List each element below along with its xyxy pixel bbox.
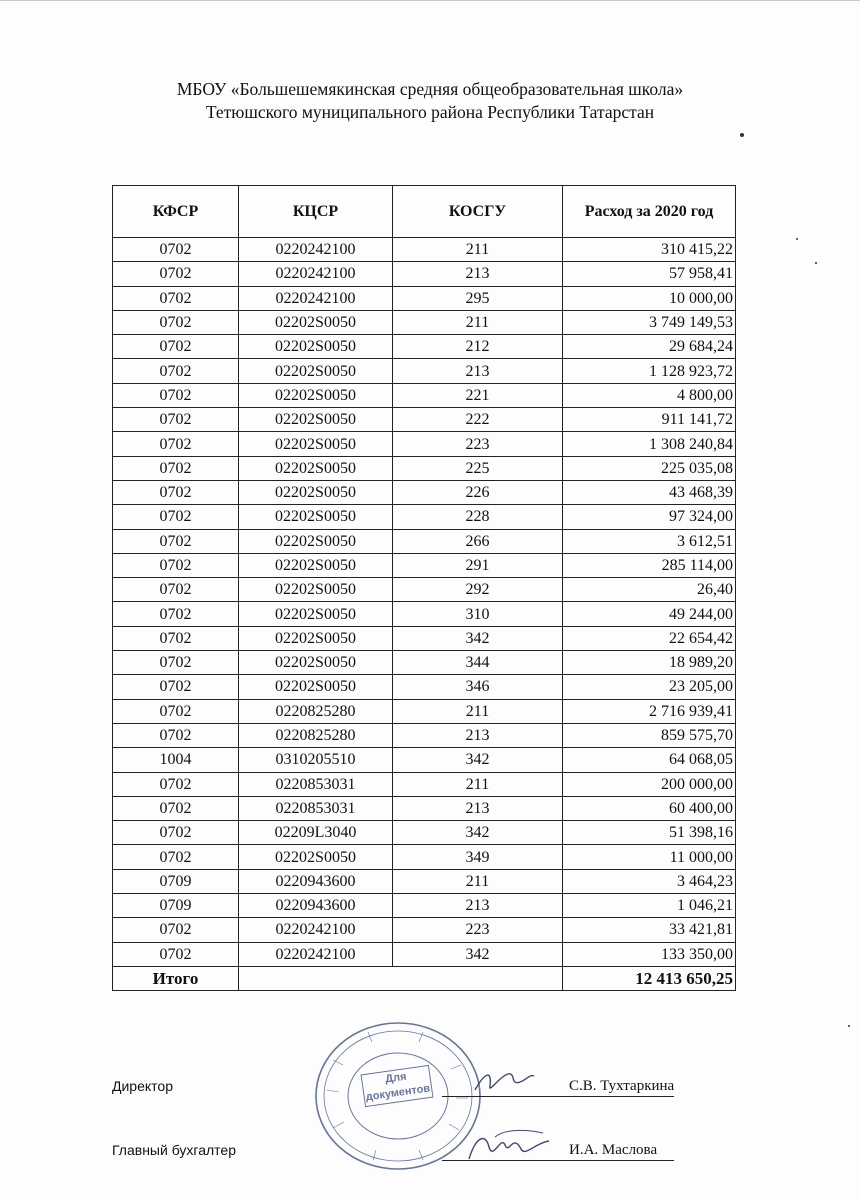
cell-kosgu: 342 [393,821,563,845]
cell-kosgu: 223 [393,918,563,942]
cell-kosgu: 211 [393,772,563,796]
cell-kfsr: 0702 [113,505,239,529]
cell-kfsr: 0702 [113,723,239,747]
expense-table [112,185,736,991]
cell-kfsr: 0702 [113,796,239,820]
cell-expense: 2 716 939,41 [563,699,736,723]
table-row [113,796,736,820]
cell-expense: 133 350,00 [563,942,736,966]
cell-kosgu: 213 [393,262,563,286]
cell-kcsr: 02202S0050 [239,845,393,869]
accountant-role: Главный бухгалтер [112,1142,236,1158]
cell-kosgu: 221 [393,383,563,407]
cell-kfsr: 0702 [113,553,239,577]
scan-speck [740,133,744,137]
cell-kosgu: 212 [393,335,563,359]
total-row [113,966,736,990]
cell-kcsr: 0220242100 [239,262,393,286]
cell-kfsr: 0702 [113,383,239,407]
cell-expense: 33 421,81 [563,918,736,942]
cell-expense: 911 141,72 [563,408,736,432]
cell-kcsr: 0310205510 [239,748,393,772]
cell-expense: 225 035,08 [563,456,736,480]
cell-expense: 285 114,00 [563,553,736,577]
stamp-text-line-2: документов [365,1082,431,1104]
cell-kosgu: 342 [393,942,563,966]
cell-kfsr: 0702 [113,359,239,383]
cell-kfsr: 0702 [113,626,239,650]
cell-kcsr: 02202S0050 [239,602,393,626]
cell-kfsr: 1004 [113,748,239,772]
cell-kosgu: 222 [393,408,563,432]
table-row [113,918,736,942]
table-row [113,748,736,772]
cell-kosgu: 292 [393,578,563,602]
cell-kosgu: 211 [393,869,563,893]
table-row [113,408,736,432]
table-row [113,262,736,286]
table-row [113,578,736,602]
header-school-name: МБОУ «Большешемякинская средняя общеобразовательная школа» [176,79,684,99]
header-district: Тетюшского муниципального района Республики Татарстан [205,102,655,122]
cell-kosgu: 211 [393,310,563,334]
table-row [113,723,736,747]
table-row [113,456,736,480]
cell-expense: 49 244,00 [563,602,736,626]
cell-kcsr: 0220853031 [239,796,393,820]
cell-expense: 10 000,00 [563,286,736,310]
cell-kfsr: 0702 [113,651,239,675]
cell-kcsr: 02202S0050 [239,626,393,650]
cell-kfsr: 0709 [113,869,239,893]
cell-kcsr: 0220943600 [239,894,393,918]
table-row [113,602,736,626]
cell-kfsr: 0702 [113,578,239,602]
cell-kfsr: 0702 [113,942,239,966]
table-header-row [113,186,736,238]
cell-expense: 64 068,05 [563,748,736,772]
cell-kfsr: 0702 [113,675,239,699]
cell-expense: 1 128 923,72 [563,359,736,383]
cell-expense: 57 958,41 [563,262,736,286]
cell-expense: 859 575,70 [563,723,736,747]
table-row [113,383,736,407]
scan-speck [796,238,798,240]
cell-kcsr: 0220853031 [239,772,393,796]
cell-kfsr: 0702 [113,821,239,845]
cell-kosgu: 213 [393,359,563,383]
table-row [113,359,736,383]
table-row [113,699,736,723]
cell-kcsr: 02202S0050 [239,675,393,699]
director-role: Директор [112,1078,173,1094]
column-header-expense: Расход за 2020 год [563,186,736,238]
table-row [113,505,736,529]
cell-kosgu: 223 [393,432,563,456]
cell-kcsr: 0220242100 [239,942,393,966]
cell-kcsr: 02202S0050 [239,359,393,383]
table-row [113,894,736,918]
scan-speck [848,1025,850,1027]
cell-expense: 43 468,39 [563,480,736,504]
cell-kcsr: 02202S0050 [239,480,393,504]
cell-kfsr: 0702 [113,456,239,480]
cell-kfsr: 0702 [113,845,239,869]
table-row [113,942,736,966]
cell-kosgu: 211 [393,238,563,262]
table-row [113,432,736,456]
cell-kosgu: 211 [393,699,563,723]
cell-kcsr: 0220943600 [239,869,393,893]
cell-kcsr: 02202S0050 [239,335,393,359]
cell-kcsr: 0220825280 [239,723,393,747]
cell-kosgu: 291 [393,553,563,577]
total-label: Итого [113,966,239,990]
cell-expense: 3 612,51 [563,529,736,553]
cell-kosgu: 226 [393,480,563,504]
cell-expense: 1 046,21 [563,894,736,918]
table-row [113,869,736,893]
table-row [113,626,736,650]
cell-expense: 22 654,42 [563,626,736,650]
cell-expense: 310 415,22 [563,238,736,262]
cell-kcsr: 0220242100 [239,918,393,942]
cell-expense: 3 464,23 [563,869,736,893]
cell-kcsr: 0220242100 [239,286,393,310]
table-row [113,310,736,334]
cell-kcsr: 02202S0050 [239,651,393,675]
cell-expense: 3 749 149,53 [563,310,736,334]
total-value: 12 413 650,25 [563,966,736,990]
cell-expense: 29 684,24 [563,335,736,359]
column-header-kosgu: КОСГУ [393,186,563,238]
table-row [113,675,736,699]
stamp-text-line-1: Для [384,1070,408,1086]
table-row [113,553,736,577]
accountant-name: И.А. Маслова [569,1142,658,1158]
cell-kfsr: 0702 [113,238,239,262]
cell-kcsr: 02202S0050 [239,432,393,456]
table-row [113,845,736,869]
cell-kcsr: 0220825280 [239,699,393,723]
table-row [113,772,736,796]
cell-kcsr: 02209L3040 [239,821,393,845]
cell-kfsr: 0702 [113,286,239,310]
cell-kfsr: 0702 [113,529,239,553]
accountant-handwritten-signature [465,1125,555,1167]
cell-expense: 26,40 [563,578,736,602]
cell-kfsr: 0702 [113,262,239,286]
scan-speck [815,262,817,264]
cell-kcsr: 02202S0050 [239,456,393,480]
table-row [113,651,736,675]
cell-kcsr: 02202S0050 [239,529,393,553]
table-body [113,238,736,967]
cell-kcsr: 02202S0050 [239,408,393,432]
cell-kosgu: 342 [393,626,563,650]
cell-kosgu: 213 [393,796,563,820]
cell-kcsr: 02202S0050 [239,505,393,529]
cell-kcsr: 02202S0050 [239,383,393,407]
cell-kfsr: 0702 [113,699,239,723]
cell-kfsr: 0702 [113,310,239,334]
cell-kfsr: 0702 [113,772,239,796]
cell-expense: 4 800,00 [563,383,736,407]
cell-kcsr: 02202S0050 [239,553,393,577]
table-row [113,238,736,262]
accountant-signature-line [112,1142,752,1166]
cell-kosgu: 228 [393,505,563,529]
cell-kosgu: 213 [393,894,563,918]
cell-kfsr: 0702 [113,480,239,504]
table-row [113,529,736,553]
cell-kosgu: 266 [393,529,563,553]
cell-kosgu: 346 [393,675,563,699]
table-row [113,480,736,504]
director-handwritten-signature [470,1062,540,1098]
cell-kfsr: 0702 [113,918,239,942]
cell-expense: 200 000,00 [563,772,736,796]
cell-expense: 1 308 240,84 [563,432,736,456]
cell-kcsr: 02202S0050 [239,310,393,334]
table-row [113,821,736,845]
cell-kosgu: 342 [393,748,563,772]
cell-expense: 23 205,00 [563,675,736,699]
cell-kcsr: 0220242100 [239,238,393,262]
cell-expense: 97 324,00 [563,505,736,529]
document-header [0,78,860,124]
cell-kosgu: 213 [393,723,563,747]
cell-kfsr: 0702 [113,335,239,359]
cell-kcsr: 02202S0050 [239,578,393,602]
cell-kfsr: 0702 [113,432,239,456]
table-row [113,335,736,359]
cell-kosgu: 295 [393,286,563,310]
cell-kosgu: 344 [393,651,563,675]
cell-kfsr: 0709 [113,894,239,918]
total-empty-cell [239,966,563,990]
page-top-edge [0,0,860,1]
cell-expense: 51 398,16 [563,821,736,845]
cell-kosgu: 310 [393,602,563,626]
director-name: С.В. Тухтаркина [569,1078,675,1094]
cell-kfsr: 0702 [113,408,239,432]
cell-expense: 18 989,20 [563,651,736,675]
column-header-kfsr: КФСР [113,186,239,238]
cell-expense: 60 400,00 [563,796,736,820]
cell-expense: 11 000,00 [563,845,736,869]
director-signature-line [112,1078,752,1102]
column-header-kcsr: КЦСР [239,186,393,238]
cell-kosgu: 349 [393,845,563,869]
cell-kosgu: 225 [393,456,563,480]
cell-kfsr: 0702 [113,602,239,626]
table-row [113,286,736,310]
